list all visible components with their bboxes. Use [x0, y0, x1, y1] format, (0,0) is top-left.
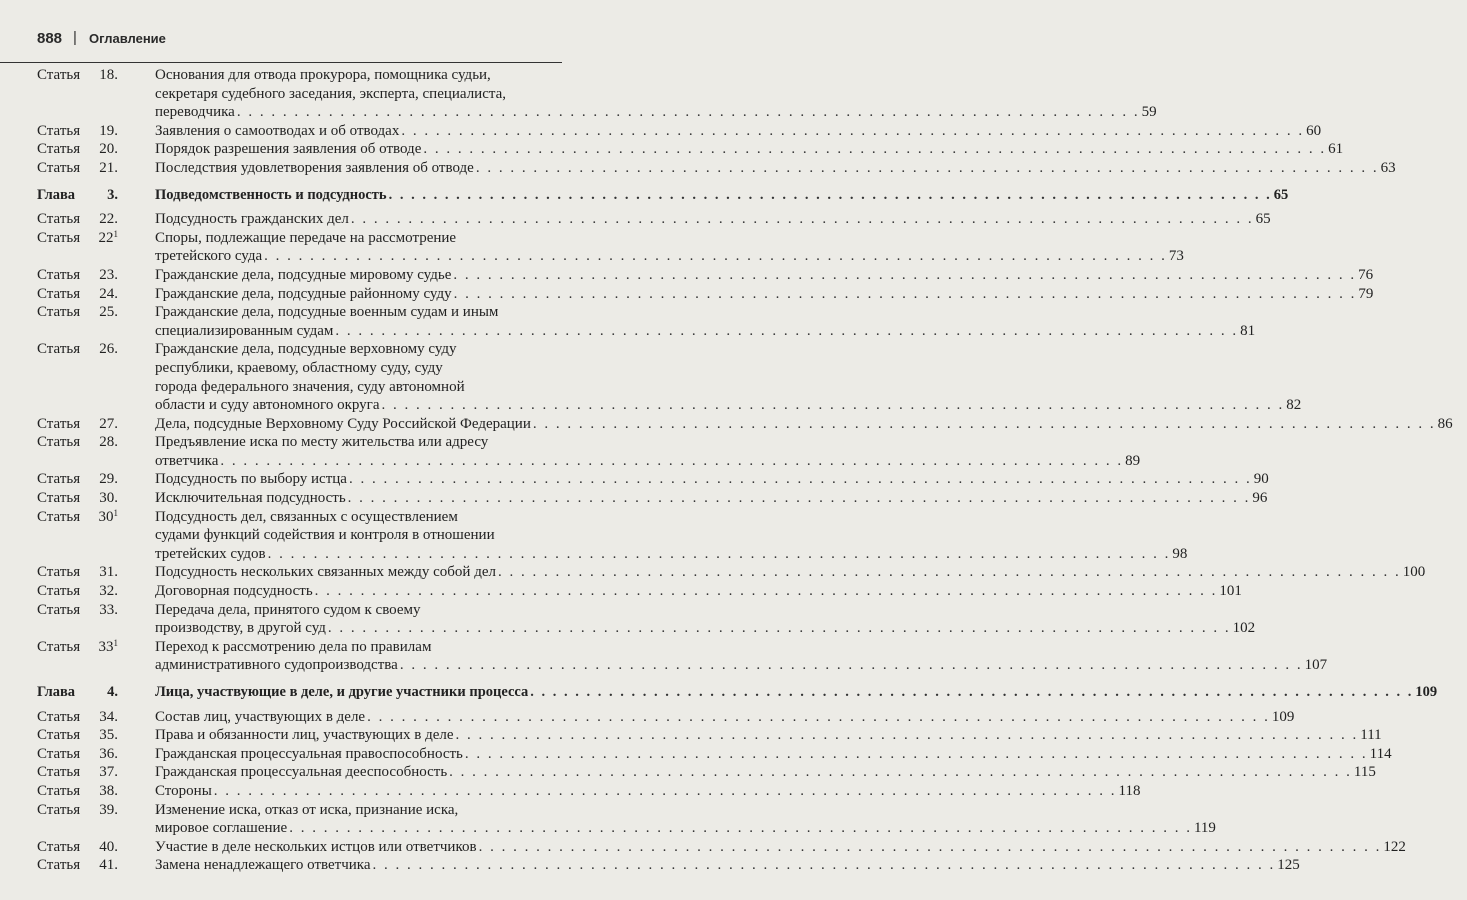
entry-title	[118, 210, 1285, 229]
entry-label	[0, 763, 118, 782]
entry-page-number: 122	[1383, 838, 1406, 855]
entry-number: 40.	[99, 838, 118, 855]
entry-label	[0, 159, 118, 178]
entry-label	[0, 782, 118, 801]
entry-page-number: 61	[1328, 141, 1344, 158]
entry-title-line	[155, 452, 1140, 471]
entry-title-line	[155, 285, 1373, 304]
dot-leader	[351, 210, 1254, 229]
entry-title-text: Гражданская процессуальная дееспособность	[155, 764, 448, 781]
dot-leader	[530, 683, 1413, 702]
entry-kind: Статья	[37, 801, 81, 818]
toc-entry	[0, 582, 1242, 601]
toc-entry	[0, 340, 1302, 414]
entry-label	[0, 285, 118, 304]
entry-title	[118, 763, 1390, 782]
entry-title-text: Лица, участвующие в деле, и другие участники процесса	[155, 684, 529, 700]
entry-kind: Статья	[37, 341, 81, 358]
entry-title-line	[155, 122, 1321, 141]
entry-title-text: административного судопроизводства	[155, 657, 398, 674]
entry-label	[0, 856, 118, 875]
entry-label	[0, 470, 118, 489]
page-number: 888	[37, 30, 63, 47]
entry-title-text: переводчика	[155, 104, 235, 121]
entry-label	[0, 708, 118, 727]
entry-title-line	[155, 782, 1140, 801]
entry-number: 26.	[99, 341, 118, 358]
entry-kind: Статья	[37, 229, 81, 246]
entry-number: 19.	[99, 122, 118, 139]
entry-kind: Статья	[37, 838, 81, 855]
entry-label	[0, 801, 118, 838]
entry-title-text: Состав лиц, участвующих в деле	[155, 708, 366, 725]
entry-label	[0, 489, 118, 508]
entry-title	[118, 229, 1198, 266]
entry-title-line	[155, 856, 1300, 875]
dot-leader	[456, 726, 1359, 745]
entry-page-number: 65	[1255, 211, 1271, 228]
dot-leader	[454, 285, 1357, 304]
entry-page-number: 115	[1353, 764, 1376, 781]
dot-leader	[289, 819, 1192, 838]
entry-page-number: 101	[1219, 583, 1242, 600]
entry-title	[118, 415, 1467, 434]
dot-leader	[498, 563, 1401, 582]
entry-title-text: Права и обязанности лиц, участвующих в деле	[155, 727, 454, 744]
entry-number: $30^1$	[98, 507, 118, 525]
dot-leader	[453, 266, 1356, 285]
entry-page-number: 79	[1358, 285, 1374, 302]
entry-label	[0, 340, 118, 414]
entry-number: 21.	[99, 159, 118, 176]
entry-kind: Статья	[37, 141, 81, 158]
entry-number: 33.	[99, 601, 118, 618]
entry-label	[0, 582, 118, 601]
toc-entry	[0, 637, 1328, 675]
entry-kind: Статья	[37, 638, 81, 655]
entry-label	[0, 303, 118, 340]
entry-title-line: секретаря судебного заседания, эксперта, специалиста,	[155, 85, 507, 102]
entry-title-text: Участие в деле нескольких истцов или ответчиков	[155, 838, 477, 855]
entry-title-line	[155, 210, 1271, 229]
entry-page-number: 73	[1168, 248, 1184, 265]
entry-title	[118, 508, 1201, 564]
entry-kind: Статья	[37, 304, 81, 321]
entry-label	[0, 563, 118, 582]
header-separator: |	[73, 29, 77, 46]
entry-title-text: Дела, подсудные Верховному Суду Российской Федерации	[155, 415, 531, 432]
entry-label	[0, 638, 118, 675]
entry-page-number: 100	[1402, 564, 1426, 581]
running-title: Оглавление	[89, 31, 166, 46]
entry-title-line	[155, 159, 1396, 178]
entry-number-superscript: 1	[113, 637, 118, 648]
entry-kind: Статья	[37, 857, 81, 874]
entry-page-number: 96	[1252, 490, 1268, 507]
dot-leader	[373, 856, 1276, 875]
entry-number: 4.	[107, 684, 118, 700]
toc-entry	[0, 266, 1374, 285]
entry-page-number: 109	[1271, 708, 1295, 725]
entry-title-line: Изменение иска, отказ от иска, признание иска,	[155, 801, 459, 818]
entry-kind: Статья	[37, 782, 81, 799]
entry-title	[118, 186, 1302, 205]
entry-title-text: Последствия удовлетворения заявления об отводе	[155, 159, 474, 176]
dot-leader	[264, 247, 1167, 266]
entry-kind: Статья	[37, 471, 81, 488]
entry-title	[118, 638, 1341, 675]
dot-leader	[328, 619, 1231, 638]
entry-title-line	[155, 322, 1255, 341]
entry-page-number: 118	[1118, 782, 1141, 799]
entry-label	[0, 140, 118, 159]
entry-title-line: Основания для отвода прокурора, помощника судьи,	[155, 67, 491, 83]
entry-title-line	[155, 619, 1255, 638]
dot-leader	[389, 186, 1272, 205]
entry-page-number: 86	[1437, 415, 1453, 432]
entry-title-line	[155, 545, 1187, 564]
entry-kind: Статья	[37, 583, 81, 600]
entry-title-line	[155, 819, 1216, 838]
dot-leader	[268, 545, 1171, 564]
toc-entry	[0, 415, 1453, 434]
entry-title-line	[155, 103, 1157, 122]
entry-page-number: 90	[1253, 471, 1269, 488]
entry-title-line	[155, 838, 1406, 857]
entry-title-text: ответчика	[155, 452, 219, 469]
entry-title	[118, 66, 1171, 122]
entry-title-line	[155, 247, 1184, 266]
entry-page-number: 65	[1273, 186, 1289, 203]
toc-chapter	[0, 683, 1438, 702]
entry-title-text: Подсудность по выбору истца	[155, 471, 347, 488]
entry-title	[118, 563, 1439, 582]
entry-label	[0, 726, 118, 745]
entry-label	[0, 838, 118, 857]
entry-number: 32.	[99, 583, 118, 600]
entry-title-line	[155, 656, 1327, 675]
entry-title	[118, 159, 1410, 178]
toc-entry	[0, 489, 1268, 508]
entry-title-text: Договорная подсудность	[155, 583, 313, 600]
toc-entry	[0, 726, 1382, 745]
entry-label	[0, 601, 118, 638]
entry-page-number: 60	[1306, 122, 1322, 139]
toc-entry	[0, 303, 1256, 340]
entry-title-line	[155, 745, 1392, 764]
entry-label	[0, 122, 118, 141]
entry-number: 29.	[99, 471, 118, 488]
entry-page-number: 89	[1125, 452, 1141, 469]
entry-title-line	[155, 763, 1376, 782]
entry-title	[118, 433, 1154, 470]
toc-entry	[0, 838, 1406, 857]
entry-title-line	[155, 415, 1453, 434]
entry-number: 28.	[99, 434, 118, 451]
entry-title-text: Подсудность нескольких связанных между собой дел	[155, 564, 496, 581]
entry-title-text: Подсудность гражданских дел	[155, 211, 349, 228]
dot-leader	[449, 763, 1352, 782]
entry-title-text: третейского суда	[155, 248, 263, 265]
entry-title-line	[155, 470, 1269, 489]
entry-number: 39.	[99, 801, 118, 818]
entry-title	[118, 838, 1420, 857]
entry-title-line: Переход к рассмотрению дела по правилам	[155, 638, 432, 655]
entry-page-number: 125	[1277, 857, 1300, 874]
dot-leader	[220, 452, 1123, 471]
entry-title-text: третейских судов	[155, 545, 266, 562]
entry-title-line	[155, 266, 1373, 285]
entry-kind: Статья	[37, 211, 81, 228]
dot-leader	[400, 656, 1303, 675]
entry-number: 30.	[99, 490, 118, 507]
dot-leader	[465, 745, 1368, 764]
page-header	[0, 0, 562, 63]
entry-number: 25.	[99, 304, 118, 321]
entry-title-line: города федерального значения, суду автономной	[155, 378, 465, 395]
table-of-contents	[0, 66, 1453, 875]
toc-chapter	[0, 186, 1289, 205]
entry-page-number: 82	[1286, 397, 1302, 414]
entry-title	[118, 140, 1357, 159]
entry-number: 3.	[107, 186, 118, 203]
entry-kind: Статья	[37, 415, 81, 432]
entry-title-line	[155, 563, 1425, 582]
toc-entry	[0, 801, 1216, 838]
entry-title-line: Предъявление иска по месту жительства или адресу	[155, 434, 489, 451]
entry-title-line	[155, 708, 1294, 727]
toc-entry	[0, 228, 1184, 266]
entry-kind: Статья	[37, 508, 81, 525]
dot-leader	[348, 489, 1251, 508]
entry-label	[0, 229, 118, 266]
entry-title	[118, 726, 1396, 745]
dot-leader	[401, 122, 1304, 141]
entry-title	[118, 266, 1387, 285]
entry-kind: Статья	[37, 266, 81, 283]
entry-title	[118, 470, 1283, 489]
entry-kind: Статья	[37, 67, 81, 83]
entry-kind: Статья	[37, 285, 81, 302]
entry-title	[118, 683, 1451, 702]
entry-label	[0, 745, 118, 764]
entry-number: 41.	[99, 857, 118, 874]
dot-leader	[533, 415, 1436, 434]
entry-title	[118, 801, 1230, 838]
entry-number-superscript: 1	[113, 228, 118, 239]
entry-title-line	[155, 726, 1382, 745]
entry-page-number: 102	[1232, 620, 1256, 637]
entry-title	[118, 601, 1269, 638]
entry-number-superscript: 1	[113, 507, 118, 518]
entry-title	[118, 489, 1281, 508]
entry-number: 20.	[99, 141, 118, 158]
entry-title-line: Гражданские дела, подсудные военным судам и иным	[155, 304, 499, 321]
entry-page-number: 114	[1369, 745, 1392, 762]
entry-title-text: Заявления о самоотводах и об отводах	[155, 122, 400, 139]
entry-title	[118, 582, 1256, 601]
entry-label	[0, 186, 118, 205]
entry-number: 18.	[99, 67, 118, 83]
entry-number: 31.	[99, 564, 118, 581]
entry-title	[118, 303, 1269, 340]
toc-entry	[0, 856, 1300, 875]
dot-leader	[479, 838, 1382, 857]
entry-title	[118, 782, 1154, 801]
entry-page-number: 63	[1380, 159, 1396, 176]
entry-title-text: Порядок разрешения заявления об отводе	[155, 141, 422, 158]
dot-leader	[349, 470, 1252, 489]
entry-title-line	[155, 140, 1343, 159]
entry-label	[0, 415, 118, 434]
toc-entry	[0, 470, 1269, 489]
entry-number: 37.	[99, 764, 118, 781]
toc-entry	[0, 708, 1295, 727]
toc-entry	[0, 601, 1256, 638]
dot-leader	[335, 322, 1238, 341]
entry-label	[0, 508, 118, 564]
entry-number: 23.	[99, 266, 118, 283]
entry-number: 35.	[99, 727, 118, 744]
entry-kind: Статья	[37, 745, 81, 762]
entry-title-text: Подведомственность и подсудность	[155, 186, 387, 203]
entry-page-number: 109	[1415, 684, 1438, 700]
entry-title-text: мировое соглашение	[155, 820, 288, 837]
dot-leader	[381, 396, 1284, 415]
entry-title-line	[155, 396, 1301, 415]
entry-kind: Статья	[37, 564, 81, 581]
entry-title-line: Подсудность дел, связанных с осуществлением	[155, 508, 458, 525]
entry-kind: Статья	[37, 727, 81, 744]
dot-leader	[423, 140, 1326, 159]
entry-title-text: производству, в другой суд	[155, 620, 326, 637]
toc-entry	[0, 763, 1376, 782]
toc-entry	[0, 563, 1426, 582]
entry-page-number: 107	[1304, 657, 1328, 674]
entry-number: 38.	[99, 782, 118, 799]
entry-number: 27.	[99, 415, 118, 432]
toc-entry	[0, 140, 1344, 159]
entry-label	[0, 683, 118, 702]
entry-title-text: Гражданская процессуальная правоспособность	[155, 745, 463, 762]
entry-title-line: Споры, подлежащие передаче на рассмотрение	[155, 229, 457, 246]
dot-leader	[476, 159, 1379, 178]
entry-title-line	[155, 582, 1242, 601]
toc-entry	[0, 745, 1392, 764]
entry-kind: Глава	[37, 186, 76, 203]
entry-title-line: Передача дела, принятого судом к своему	[155, 601, 421, 618]
entry-kind: Статья	[37, 159, 81, 176]
toc-entry	[0, 210, 1271, 229]
entry-number: 36.	[99, 745, 118, 762]
toc-entry	[0, 782, 1141, 801]
entry-number: 24.	[99, 285, 118, 302]
entry-number: $33^1$	[98, 637, 118, 655]
entry-title-text: Гражданские дела, подсудные мировому судье	[155, 266, 452, 283]
entry-page-number: 98	[1172, 545, 1188, 562]
toc-entry	[0, 285, 1374, 304]
entry-title-text: Стороны	[155, 782, 212, 799]
entry-title-text: Исключительная подсудность	[155, 490, 346, 507]
entry-title-line	[155, 186, 1288, 205]
entry-page-number: 81	[1240, 322, 1256, 339]
entry-page-number: 59	[1141, 104, 1157, 121]
entry-number: 22.	[99, 211, 118, 228]
toc-entry	[0, 507, 1188, 564]
entry-title-text: Гражданские дела, подсудные районному суду	[155, 285, 452, 302]
entry-title-line	[155, 683, 1437, 702]
entry-kind: Статья	[37, 490, 81, 507]
entry-title-text: области и суду автономного округа	[155, 397, 380, 414]
entry-title	[118, 122, 1335, 141]
entry-kind: Статья	[37, 434, 81, 451]
entry-number: 34.	[99, 708, 118, 725]
entry-label	[0, 66, 118, 122]
entry-page-number: 76	[1358, 266, 1374, 283]
entry-title-text: Замена ненадлежащего ответчика	[155, 857, 371, 874]
entry-label	[0, 210, 118, 229]
entry-title	[118, 745, 1406, 764]
entry-kind: Статья	[37, 601, 81, 618]
toc-entry	[0, 66, 1157, 122]
entry-title	[118, 708, 1308, 727]
entry-kind: Статья	[37, 708, 81, 725]
entry-title	[118, 285, 1387, 304]
entry-page-number: 111	[1360, 727, 1382, 744]
toc-entry	[0, 433, 1141, 470]
entry-label	[0, 433, 118, 470]
dot-leader	[315, 582, 1218, 601]
entry-kind: Глава	[37, 684, 76, 700]
entry-page-number: 119	[1193, 820, 1216, 837]
entry-title-line: судами функций содействия и контроля в отношении	[155, 527, 495, 544]
dot-leader	[367, 708, 1270, 727]
toc-entry	[0, 122, 1322, 141]
entry-title-line: Гражданские дела, подсудные верховному суду	[155, 341, 457, 358]
dot-leader	[214, 782, 1117, 801]
entry-title	[118, 856, 1314, 875]
entry-kind: Статья	[37, 764, 81, 781]
entry-kind: Статья	[37, 122, 81, 139]
toc-entry	[0, 159, 1396, 178]
entry-title	[118, 340, 1315, 414]
entry-title-text: специализированным судам	[155, 322, 334, 339]
dot-leader	[237, 103, 1140, 122]
entry-number: $22^1$	[98, 228, 118, 246]
entry-title-line	[155, 489, 1267, 508]
entry-title-line: республики, краевому, областному суду, суду	[155, 359, 443, 376]
entry-label	[0, 266, 118, 285]
